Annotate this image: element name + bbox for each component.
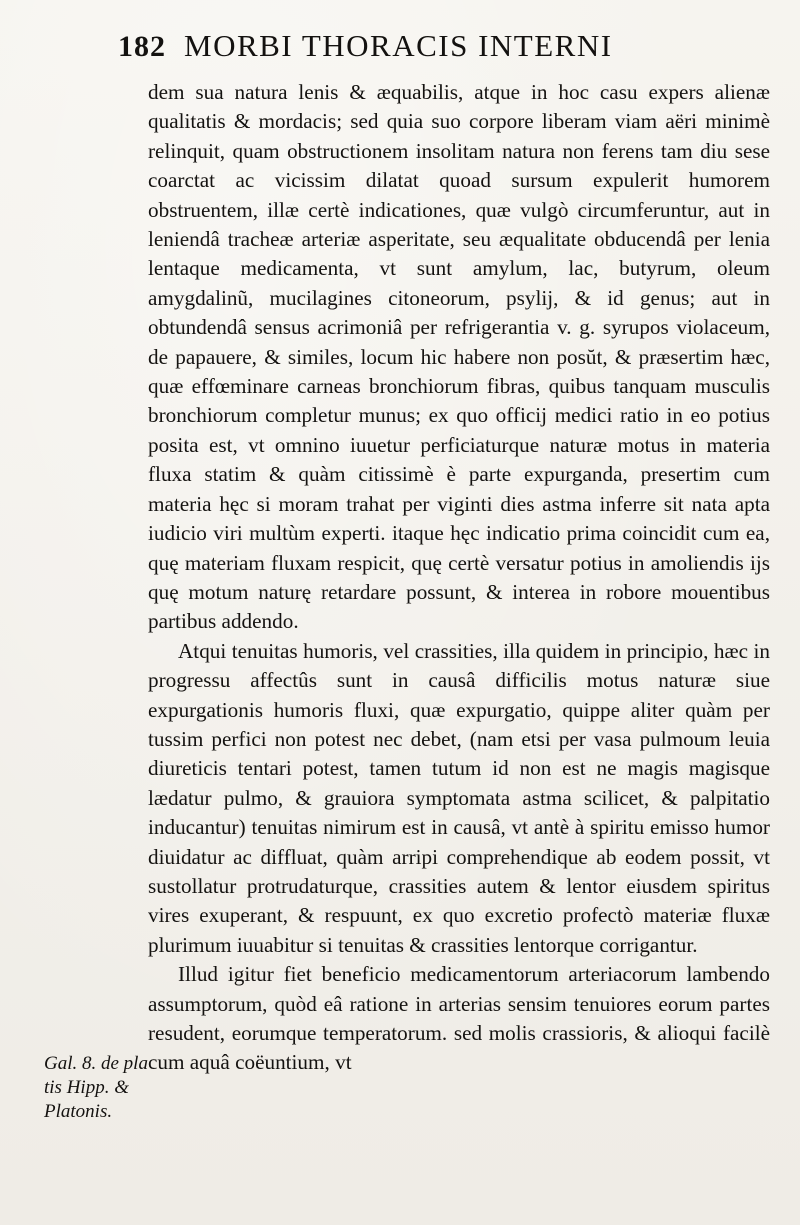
margin-note: [44, 1052, 154, 1124]
page-number: 182: [118, 30, 166, 63]
page-header: [118, 28, 778, 68]
paragraph-1: dem sua natura lenis & æquabilis, atque in hoc casu expers alienæ qualitatis & mordacis; sed quia suo corpore liberam viam aëri minimè relinquit, quam obstructionem insolitam natura non ferens tam diu sese coarctat ac vicissim dilatat quoad sursum expulerit humorem obstruentem, illæ certè indicationes, quæ vulgò circumferuntur, aut in leniendâ tracheæ arteriæ asperitate, seu æqualitate obducendâ per lenia lentaque medicamenta, vt sunt amylum, lac, butyrum, oleum amygdalinũ, mucilagines citoneorum, psylij, & id genus; aut in obtundendâ sensus acrimoniâ per refrigerantia v. g. syrupos violaceum, de papauere, & similes, locum hic habere non posŭt, & præsertim hæc, quæ effœminare carneas bronchiorum fibras, quibus tanquam musculis bronchiorum completur munus; ex quo officij medici ratio in eo potius posita est, vt omnino iuuetur perficiaturque naturæ motus in materia fluxa statim & quàm citissimè è parte expurganda, presertim cum materia hęc si moram trahat per viginti dies astma inferre sit nata apta iudicio viri multùm experti. itaque hęc indicatio prima coincidit cum ea, quę materiam fluxam respicit, quę certè versatur potius in amoliendis ijs quę motum naturę retardare possunt, & interea in roborе mouentibus partibus addendo.: [148, 80, 770, 634]
margin-note-line: Platonis.: [44, 1101, 113, 1122]
margin-note-line: Gal. 8. de pla: [44, 1053, 148, 1074]
margin-note-line: tis Hipp. &: [44, 1077, 129, 1098]
paragraph-2: Atqui tenuitas humoris, vel crassities, illa quidem in principio, hæc in progressu affectûs sunt in causâ difficilis motus naturæ siue expurgationis humoris fluxi, quæ expurgatio, quippe aliter quàm per tussim perfici non potest nec debet, (nam etsi per vasa pulmoum leuia diureticis tentari potest, tamen tutum id non est ne magis magisque lædatur pulmo, & grauiora symptomata astma scilicet, & palpitatio inducantur) tenuitas nimirum est in causâ, vt antè à spiritu emisso humor diuidatur ac diffluat, quàm arripi comprehendique ab eodem possit, vt sustollatur protrudaturque, crassities autem & lentor eiusdem spiritus vires exuperant, & respuunt, ex quo excretio profectò materiæ fluxæ plurimum iuuabitur si tenuitas & crassities lentorque corrigantur.: [148, 638, 770, 957]
running-head: MORBI THORACIS INTERNI: [184, 28, 613, 63]
paragraph-3: Illud igitur fiet beneficio medicamentorum arteriacorum lambendo assumptorum, quòd eâ ratione in arterias sensim tenuiores eorum partes resudent, eorumque temperatorum. sed molis crassioris, & alioqui facilè cum aquâ coëuntium, vt: [148, 962, 770, 1075]
body-text: [148, 78, 770, 1078]
